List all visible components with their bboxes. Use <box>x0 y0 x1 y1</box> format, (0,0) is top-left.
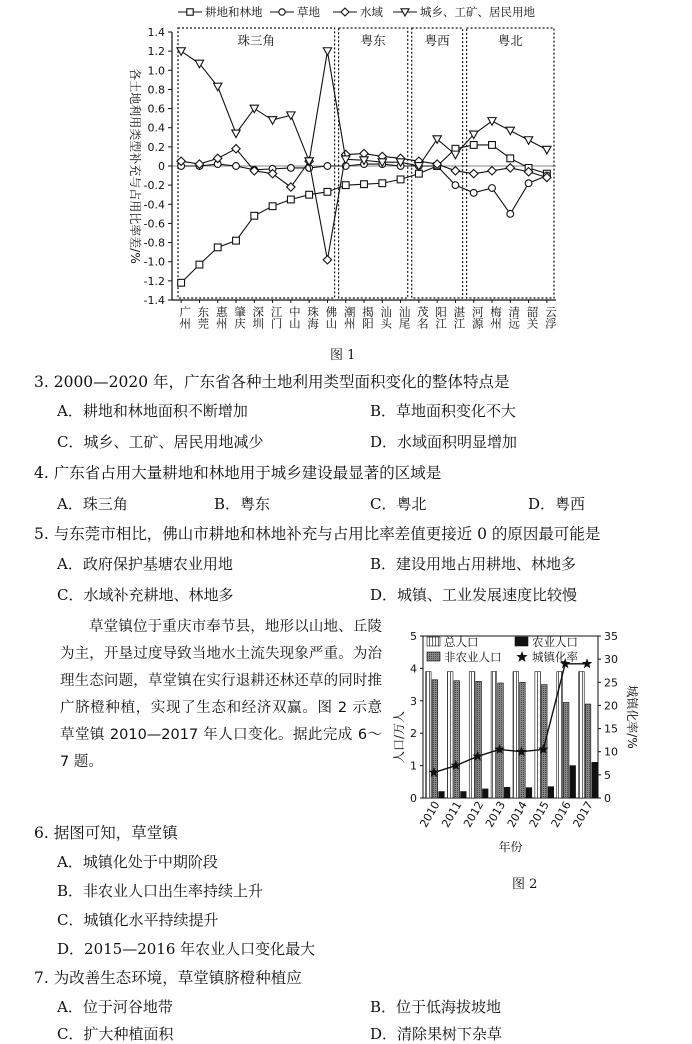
x-tick-label: 2012 <box>461 799 487 830</box>
legend-marker <box>516 651 527 662</box>
x-tick-label: 梅州 <box>489 306 503 329</box>
y-tick-label: 0.6 <box>147 102 165 116</box>
y-tick-label: -1.0 <box>143 255 165 269</box>
legend-label: 城乡、工矿、居民用地 <box>420 5 535 19</box>
y-tick-label: 10 <box>604 745 618 759</box>
data-point <box>251 212 258 219</box>
x-tick-label: 2010 <box>417 799 443 830</box>
x-tick-label: 2011 <box>439 799 465 830</box>
data-point <box>489 142 496 149</box>
y-tick-label: 4 <box>410 662 417 676</box>
data-point <box>323 256 331 264</box>
data-point <box>489 185 496 192</box>
question-4-option-c[interactable]: C．粤北 <box>370 495 427 513</box>
y-tick-label: -0.2 <box>143 179 165 193</box>
region-label: 粤东 <box>360 33 386 48</box>
data-point <box>488 118 496 126</box>
question-4-option-a[interactable]: A．珠三角 <box>57 495 128 513</box>
x-tick-label: 2015 <box>526 799 552 830</box>
data-point <box>507 155 514 162</box>
figure1-plot <box>128 5 558 330</box>
x-tick-label: 汕尾 <box>397 306 412 329</box>
data-point <box>324 163 331 170</box>
y-tick-label: -0.4 <box>143 198 165 212</box>
x-tick-label: 2013 <box>482 799 509 830</box>
bar-series <box>426 672 585 798</box>
data-point <box>196 261 203 268</box>
y-tick-label: 3 <box>410 694 417 708</box>
x-tick-label: 江门 <box>269 306 284 329</box>
bar <box>579 672 585 798</box>
x-tick-label: 深圳 <box>251 306 266 329</box>
data-point <box>543 146 551 154</box>
bar <box>504 787 510 798</box>
y-tick-label: 20 <box>604 699 618 713</box>
data-point <box>524 137 532 145</box>
bar <box>592 762 598 798</box>
bar <box>447 672 453 798</box>
data-point <box>361 181 368 188</box>
bar <box>570 766 576 798</box>
question-7-option-c[interactable]: C．扩大种植面积 <box>57 1025 174 1043</box>
y-tick-label: 1.0 <box>147 64 165 78</box>
legend-swatch <box>515 637 528 646</box>
y-tick-label: 0.8 <box>147 83 165 97</box>
x-tick-label: 云浮 <box>543 306 558 329</box>
x-tick-label: 韶关 <box>525 306 540 329</box>
region-label: 粤北 <box>497 33 523 48</box>
x-tick-label: 佛山 <box>324 306 339 329</box>
data-point <box>470 169 478 177</box>
question-4-option-b[interactable]: B．粤东 <box>214 495 271 513</box>
question-6-option-b[interactable]: B．非农业人口出生率持续上升 <box>57 882 264 900</box>
legend-label: 非农业人口 <box>444 650 502 664</box>
data-point <box>250 105 258 113</box>
figure2-legend <box>427 635 578 664</box>
data-point <box>214 154 222 162</box>
question-3-option-c[interactable]: C．城乡、工矿、居民用地减少 <box>57 433 264 451</box>
region-label: 粤西 <box>424 33 450 48</box>
data-point <box>342 182 349 189</box>
data-point <box>525 180 532 187</box>
data-point <box>268 117 276 125</box>
x-tick-label: 潮州 <box>342 306 357 329</box>
legend-label: 耕地和林地 <box>205 5 263 19</box>
data-point <box>214 83 222 91</box>
bar <box>461 792 467 798</box>
x-tick-label: 河源 <box>470 306 485 329</box>
bar <box>548 787 554 798</box>
data-point <box>488 167 496 175</box>
question-5-option-c[interactable]: C．水域补充耕地、林地多 <box>57 586 234 604</box>
question-7-option-d[interactable]: D．清除果树下杂草 <box>370 1025 503 1043</box>
y-tick-label: 1.4 <box>147 26 165 39</box>
region-label: 珠三角 <box>237 33 276 48</box>
y-tick-label: 0.2 <box>147 140 165 154</box>
bar <box>498 683 504 798</box>
figure2-caption: 图 2 <box>512 877 538 892</box>
legend-label: 城镇化率 <box>532 650 578 664</box>
bar <box>469 672 475 798</box>
y-tick-label: 5 <box>410 630 417 643</box>
figure1-y-axis-label: 各土地利用类型补充与占用比率差/% <box>128 68 142 264</box>
question-7-option-a[interactable]: A．位于河谷地带 <box>57 998 173 1016</box>
data-point <box>306 191 313 198</box>
data-point <box>178 279 185 286</box>
y-tick-label: 5 <box>604 768 611 782</box>
legend-label: 水域 <box>360 5 383 19</box>
question-6-option-c[interactable]: C．城镇化水平持续提升 <box>57 911 219 929</box>
x-tick-label: 惠州 <box>214 306 229 329</box>
x-tick-label: 珠海 <box>306 306 321 329</box>
bar <box>454 681 460 798</box>
bar <box>482 789 488 798</box>
legend-swatch <box>427 637 440 646</box>
bar <box>439 792 445 798</box>
x-tick-label: 广州 <box>178 306 193 329</box>
bar <box>557 672 563 798</box>
data-point <box>582 658 592 668</box>
legend-label: 农业人口 <box>532 635 578 649</box>
figure2-left-ticks <box>410 630 423 805</box>
data-point <box>287 196 294 203</box>
figure2-right-ticks <box>598 630 618 805</box>
data-point <box>233 163 240 170</box>
figure1-legend <box>178 5 535 19</box>
y-tick-label: -1.2 <box>143 274 165 288</box>
bar-series <box>432 680 591 798</box>
x-tick-label: 2014 <box>504 799 531 830</box>
question-5-stem: 5. 与东莞市相比，佛山市耕地和林地补充与占用比率差值更接近 0 的原因最可能是 <box>34 525 601 543</box>
figure2-plot <box>392 630 640 854</box>
figure2-chart <box>392 622 692 872</box>
data-point <box>451 167 459 175</box>
figure2-right-axis-label: 城镇化率/% <box>625 685 639 749</box>
x-tick-label: 揭阳 <box>361 306 375 329</box>
bar <box>535 672 541 798</box>
figure1-x-ticks <box>178 300 558 330</box>
y-tick-label: 0 <box>604 792 611 805</box>
question-6-option-d[interactable]: D．2015—2016 年农业人口变化最大 <box>57 940 316 958</box>
data-point <box>232 130 240 138</box>
bar <box>563 702 569 798</box>
data-point <box>269 203 276 210</box>
question-4-option-d[interactable]: D．粤西 <box>528 495 586 513</box>
passage-text: 草堂镇位于重庆市奉节县，地形以山地、丘陵为主，开垦过度导致当地水土流失现象严重。为治理生态问题，草堂镇在实行退耕还林还草的同时推广脐橙种植，实现了生态和经济双赢。图 2 示意草堂镇 2010—2017 年人口变化。据此完成 6～7 题。 <box>60 619 382 770</box>
y-tick-label: 0 <box>410 792 417 805</box>
data-point <box>470 189 477 196</box>
y-tick-label: 15 <box>604 722 618 736</box>
question-5-option-b[interactable]: B．建设用地占用耕地、林地多 <box>370 555 577 573</box>
x-tick-label: 茂名 <box>415 306 430 329</box>
figure2-x-ticks <box>417 799 595 830</box>
bar <box>526 788 532 798</box>
data-point <box>287 165 294 172</box>
data-point <box>506 127 514 135</box>
bar <box>476 681 482 798</box>
y-tick-label: 25 <box>604 676 618 690</box>
data-point <box>470 142 477 149</box>
x-tick-label: 2017 <box>570 799 596 830</box>
question-4-stem: 4. 广东省占用大量耕地和林地用于城乡建设最显著的区域是 <box>34 464 442 482</box>
legend-label: 总人口 <box>444 635 479 649</box>
data-point <box>507 210 514 217</box>
bar <box>520 682 526 798</box>
x-tick-label: 汕头 <box>379 306 394 329</box>
data-point <box>397 176 404 183</box>
question-7-option-b[interactable]: B．位于低海拔坡地 <box>370 998 502 1016</box>
legend-label: 草地 <box>297 5 320 19</box>
y-tick-label: 2 <box>410 727 417 741</box>
data-point <box>233 237 240 244</box>
question-7-stem: 7. 为改善生态环境，草堂镇脐橙种植应 <box>34 969 302 987</box>
data-point <box>379 180 386 187</box>
question-3-stem: 3. 2000—2020 年，广东省各种土地利用类型面积变化的整体特点是 <box>34 373 510 391</box>
region-box <box>339 28 408 298</box>
figure1-chart <box>0 0 692 345</box>
y-tick-label: 35 <box>604 630 618 643</box>
data-point <box>214 244 221 251</box>
data-point <box>323 48 331 56</box>
x-tick-label: 2016 <box>548 799 574 830</box>
question-6-stem: 6. 据图可知，草堂镇 <box>34 824 178 842</box>
data-point <box>451 151 459 159</box>
y-tick-label: 1.2 <box>147 45 165 59</box>
y-tick-label: 1 <box>410 759 417 773</box>
data-point <box>287 183 295 191</box>
question-5-option-a[interactable]: A．政府保护基塘农业用地 <box>57 555 233 573</box>
bar <box>426 672 432 798</box>
y-tick-label: 0 <box>158 160 165 173</box>
y-tick-label: -1.4 <box>143 294 165 307</box>
legend-marker-square <box>187 9 193 15</box>
bar <box>541 685 547 798</box>
data-point <box>452 182 459 189</box>
figure1-y-ticks <box>144 26 172 307</box>
x-tick-label: 中山 <box>287 306 302 329</box>
x-tick-label: 阳江 <box>434 306 449 329</box>
y-tick-label: 0.4 <box>147 121 165 135</box>
question-5-option-d[interactable]: D．城镇、工业发展速度比较慢 <box>370 586 578 604</box>
data-point <box>506 164 514 172</box>
question-3-option-d[interactable]: D．水域面积明显增加 <box>370 433 518 451</box>
figure2-x-axis-label: 年份 <box>498 840 523 854</box>
x-tick-label: 东莞 <box>196 306 211 329</box>
question-3-option-a[interactable]: A．耕地和林地面积不断增加 <box>57 402 248 420</box>
bar <box>585 704 591 798</box>
question-3-option-b[interactable]: B．草地面积变化不大 <box>370 402 517 420</box>
figure1-caption: 图 1 <box>330 348 356 363</box>
legend-marker-diamond <box>341 8 349 16</box>
legend-marker-circle-open <box>279 9 285 15</box>
x-tick-label: 湛江 <box>452 306 467 329</box>
y-tick-label: 30 <box>604 653 618 667</box>
y-tick-label: -0.8 <box>143 236 165 250</box>
x-tick-label: 肇庆 <box>233 306 247 329</box>
legend-swatch <box>427 652 440 661</box>
x-tick-label: 清远 <box>507 306 522 329</box>
bar <box>513 672 519 798</box>
y-tick-label: -0.6 <box>143 217 165 231</box>
bar <box>491 672 497 798</box>
data-point <box>324 188 331 195</box>
figure2-left-axis-label: 人口/万人 <box>392 710 406 764</box>
question-6-option-a[interactable]: A．城镇化处于中期阶段 <box>57 853 218 871</box>
bar <box>432 680 438 798</box>
